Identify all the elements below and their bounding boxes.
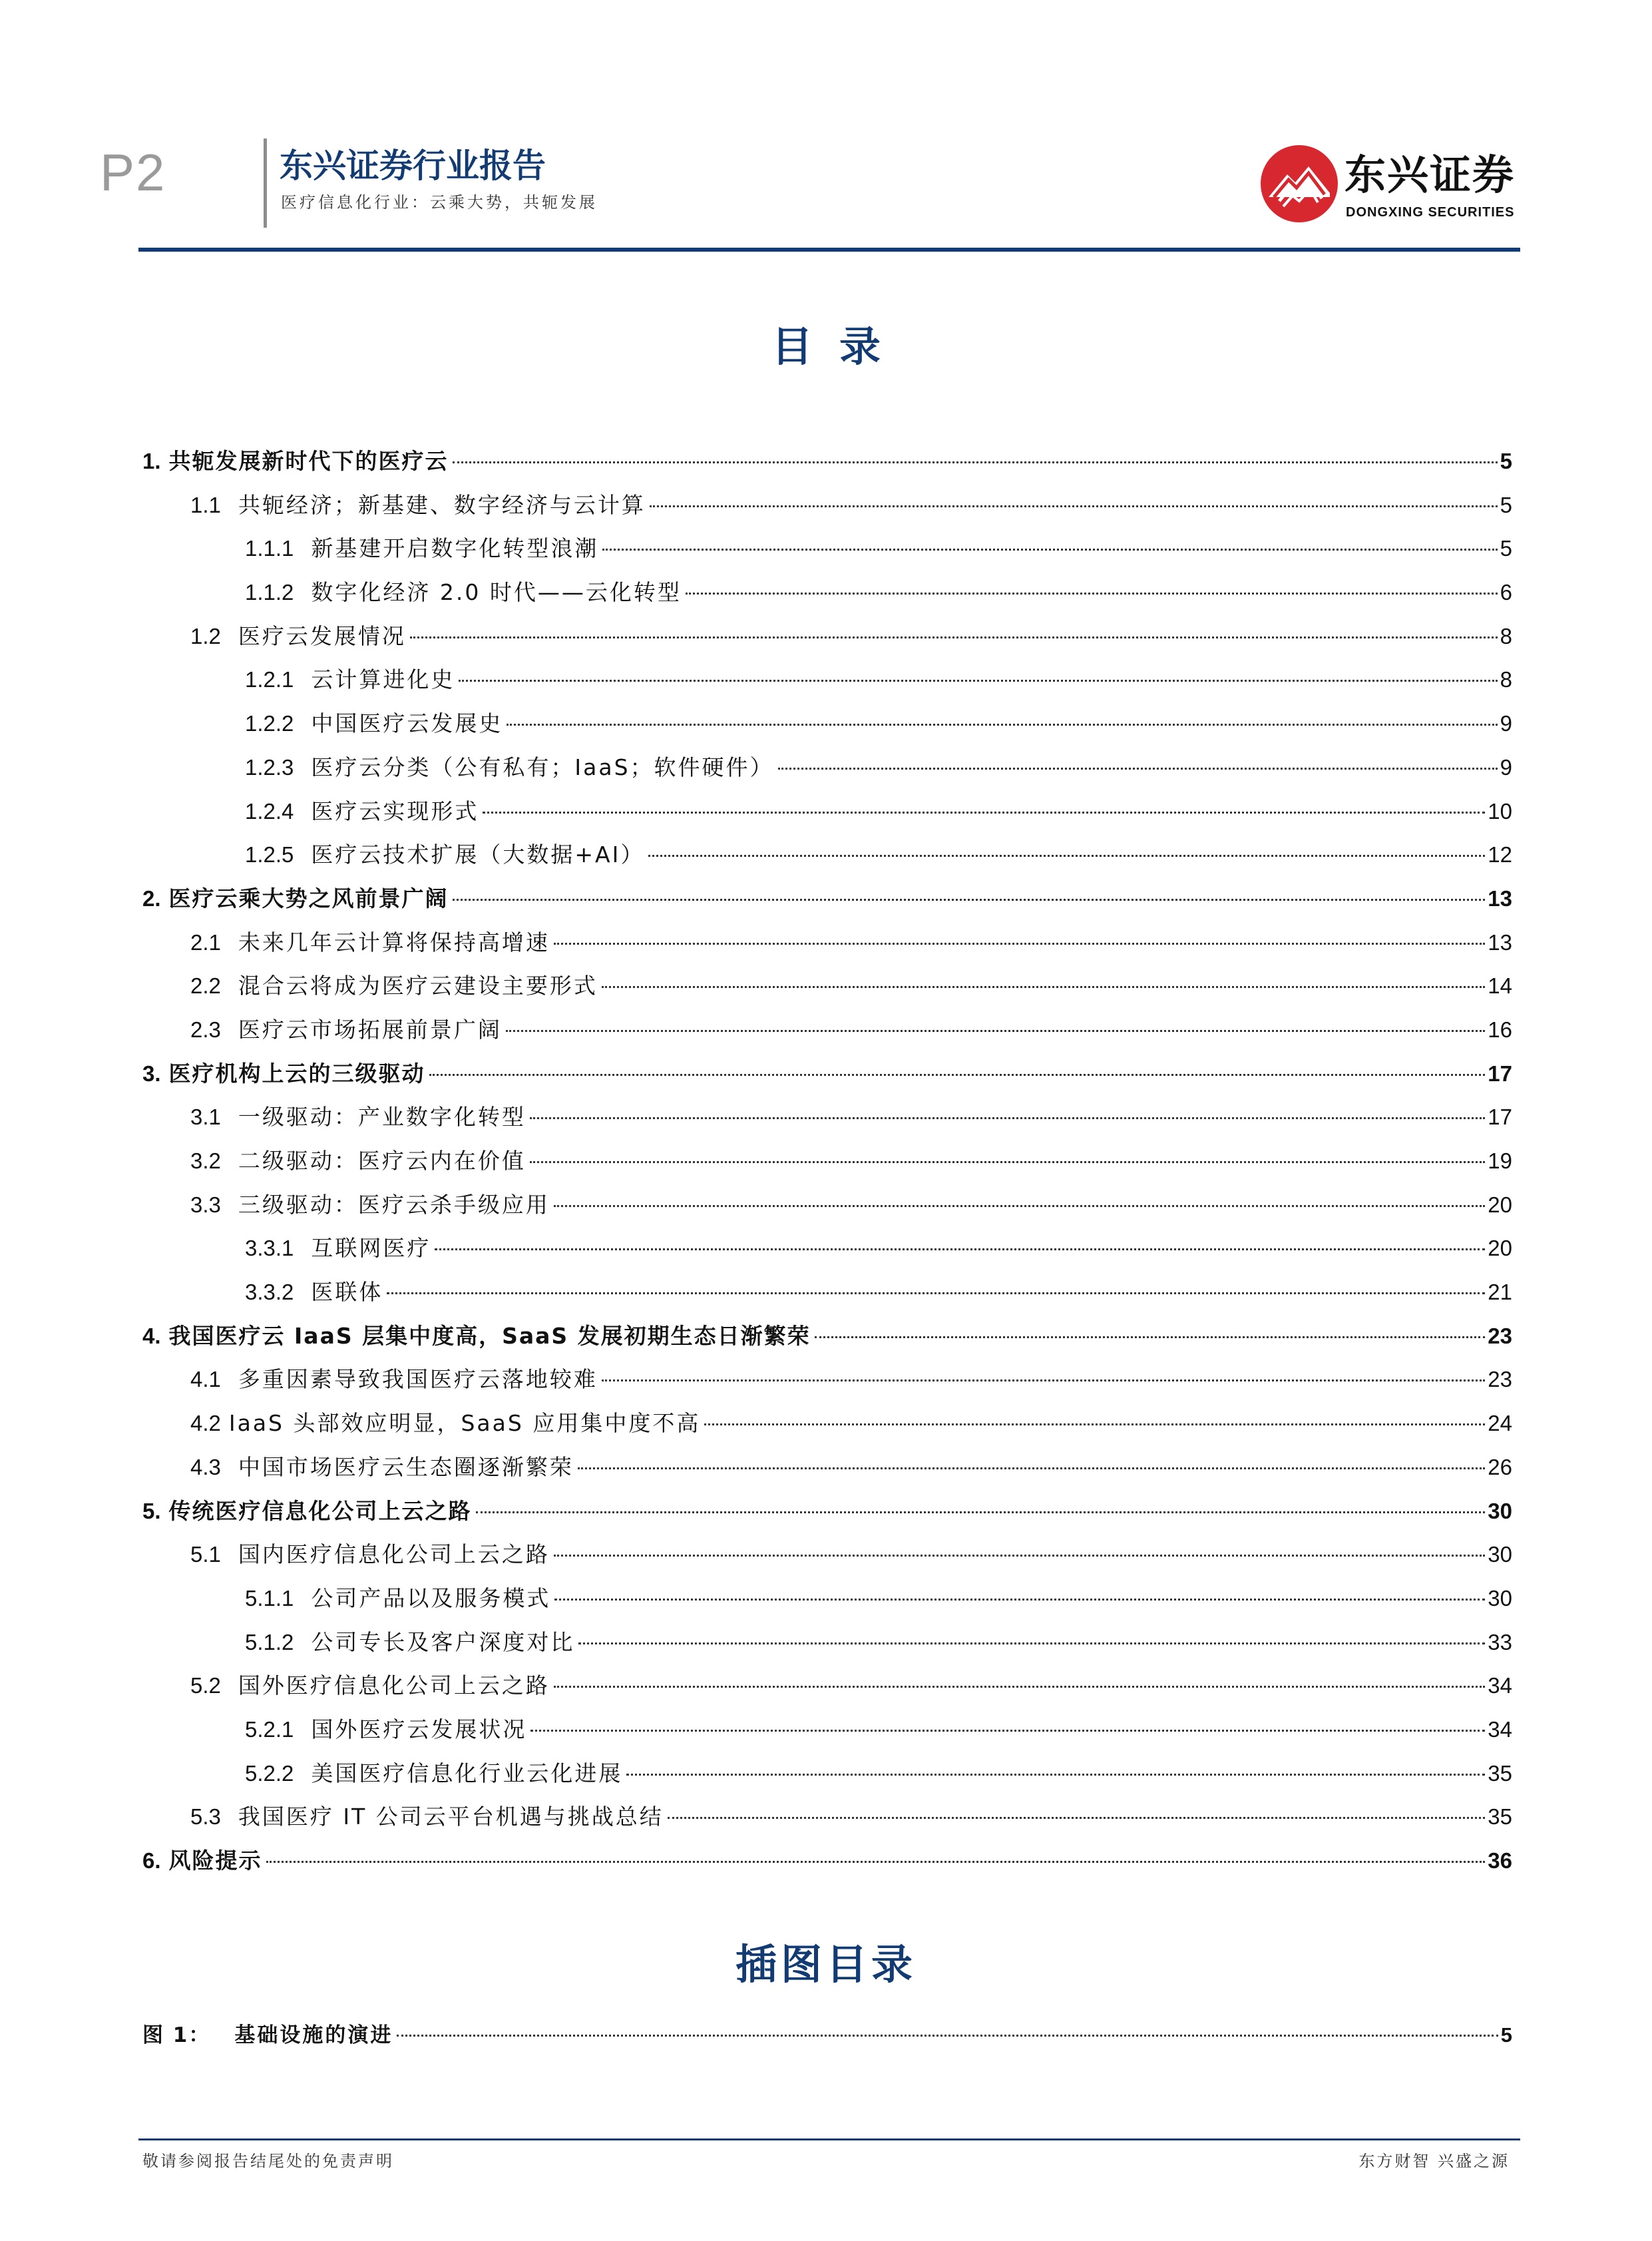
- toc-entry-number: 1.2.3: [245, 754, 294, 780]
- toc-entry-title: 一级驱动：产业数字化转型: [238, 1104, 526, 1130]
- header-divider: [264, 138, 267, 228]
- toc-entry-number: 3.3.1: [245, 1236, 294, 1261]
- toc-entry-number: 5.1.2: [245, 1629, 294, 1654]
- toc-entry-title: 医疗云技术扩展（大数据+AI）: [311, 842, 645, 868]
- toc-entry[interactable]: [142, 1008, 1512, 1052]
- report-subtitle: 医疗信息化行业：云乘大势，共轭发展: [281, 193, 598, 212]
- toc-entry-title: 国内医疗信息化公司上云之路: [238, 1541, 550, 1568]
- toc-entry-number: 5.2.1: [245, 1716, 294, 1742]
- toc-entry-page: 12: [1488, 842, 1512, 868]
- toc-entry-page: 24: [1488, 1411, 1512, 1436]
- figure-entry-title: 基础设施的演进: [234, 2023, 393, 2047]
- toc-leader-dots: [476, 1511, 1486, 1513]
- toc-entry-title: 公司产品以及服务模式: [311, 1585, 551, 1611]
- toc-entry-title: 数字化经济 2.0 时代——云化转型: [311, 579, 682, 606]
- toc-leader-dots: [815, 1336, 1486, 1338]
- toc-entry[interactable]: [142, 1314, 1512, 1358]
- toc-entry-title: 混合云将成为医疗云建设主要形式: [238, 973, 598, 999]
- toc-heading: 目录: [771, 322, 907, 371]
- toc-leader-dots: [435, 1248, 1485, 1250]
- toc-entry-page: 19: [1488, 1148, 1512, 1173]
- toc-entry-page: 35: [1488, 1804, 1512, 1830]
- toc-entry-number: 3.2: [190, 1148, 221, 1173]
- toc-entry-page: 13: [1488, 885, 1512, 911]
- toc-entry[interactable]: [142, 1795, 1512, 1839]
- toc-list: [142, 439, 1512, 1883]
- toc-entry-page: 21: [1488, 1280, 1512, 1305]
- toc-leader-dots: [602, 986, 1485, 988]
- toc-leader-dots: [648, 855, 1485, 857]
- toc-leader-dots: [668, 1817, 1486, 1819]
- toc-entry[interactable]: [142, 746, 1512, 790]
- toc-entry-page: 13: [1488, 929, 1512, 955]
- toc-entry-number: 3.3: [190, 1192, 221, 1217]
- toc-entry-title: 三级驱动：医疗云杀手级应用: [238, 1191, 550, 1218]
- toc-leader-dots: [578, 1642, 1485, 1644]
- toc-leader-dots: [387, 1292, 1485, 1294]
- toc-entry-number: 1.1.1: [245, 536, 294, 561]
- toc-entry[interactable]: [142, 1139, 1512, 1183]
- toc-entry[interactable]: [142, 439, 1512, 483]
- toc-entry-number: 3.3.2: [245, 1280, 294, 1305]
- toc-entry-page: 17: [1488, 1105, 1512, 1130]
- toc-leader-dots: [554, 943, 1485, 945]
- toc-entry-number: 2.: [142, 885, 161, 911]
- toc-entry-page: 23: [1488, 1323, 1512, 1348]
- toc-entry-title: 医疗云乘大势之风前景广阔: [168, 885, 449, 911]
- toc-entry-title: 多重因素导致我国医疗云落地较难: [238, 1366, 598, 1393]
- toc-entry[interactable]: [142, 1401, 1512, 1445]
- toc-entry[interactable]: [142, 658, 1512, 702]
- toc-entry-title: 未来几年云计算将保持高增速: [238, 929, 550, 955]
- toc-entry-title: IaaS 头部效应明显，SaaS 应用集中度不高: [228, 1410, 701, 1437]
- logo-text-cn: 东兴证券: [1344, 150, 1516, 199]
- toc-entry-title: 风险提示: [168, 1848, 262, 1873]
- toc-entry-page: 36: [1488, 1848, 1512, 1873]
- toc-entry-title: 公司专长及客户深度对比: [311, 1628, 575, 1655]
- toc-entry-title: 国外医疗云发展状况: [311, 1716, 527, 1742]
- toc-entry-title: 医疗云实现形式: [311, 798, 479, 824]
- toc-entry-page: 34: [1488, 1673, 1512, 1698]
- toc-entry-page: 30: [1488, 1498, 1512, 1523]
- toc-entry-number: 2.3: [190, 1017, 221, 1042]
- footer-disclaimer: 敬请参阅报告结尾处的免责声明: [142, 2152, 394, 2170]
- toc-entry-page: 9: [1500, 754, 1512, 780]
- toc-entry[interactable]: [142, 1752, 1512, 1796]
- toc-entry[interactable]: [142, 1270, 1512, 1314]
- toc-entry-title: 国外医疗信息化公司上云之路: [238, 1672, 550, 1699]
- toc-entry-number: 3.1: [190, 1105, 221, 1130]
- toc-entry-number: 4.1: [190, 1367, 221, 1392]
- toc-leader-dots: [266, 1861, 1486, 1863]
- toc-entry-number: 5.1.1: [245, 1585, 294, 1611]
- toc-entry[interactable]: [142, 1620, 1512, 1664]
- toc-leader-dots: [626, 1774, 1485, 1776]
- toc-entry-title: 我国医疗 IT 公司云平台机遇与挑战总结: [238, 1804, 664, 1830]
- toc-entry-number: 1.2.1: [245, 667, 294, 692]
- toc-entry[interactable]: [142, 964, 1512, 1008]
- toc-entry-page: 16: [1488, 1017, 1512, 1042]
- toc-entry-page: 5: [1500, 536, 1512, 561]
- toc-leader-dots: [650, 505, 1498, 507]
- toc-entry-title: 医疗机构上云的三级驱动: [168, 1060, 425, 1087]
- toc-leader-dots: [602, 549, 1497, 551]
- toc-entry-number: 1.1.2: [245, 580, 294, 605]
- report-title: 东兴证券行业报告: [280, 146, 546, 185]
- toc-entry-title: 医疗云发展情况: [238, 622, 406, 649]
- logo-emblem-icon: [1257, 141, 1342, 226]
- toc-leader-dots: [554, 1555, 1485, 1557]
- toc-entry-number: 6.: [142, 1848, 161, 1873]
- toc-entry-number: 5.: [142, 1498, 161, 1523]
- logo-text-en: DONGXING SECURITIES: [1346, 205, 1515, 220]
- toc-leader-dots: [530, 1730, 1485, 1732]
- toc-leader-dots: [554, 1205, 1485, 1207]
- toc-leader-dots: [554, 1599, 1485, 1601]
- toc-entry[interactable]: [142, 1183, 1512, 1227]
- figure-entry-label: 图 1：: [142, 2023, 211, 2047]
- toc-entry-title: 我国医疗云 IaaS 层集中度高，SaaS 发展初期生态日渐繁荣: [168, 1322, 811, 1349]
- toc-entry[interactable]: [142, 1095, 1512, 1139]
- toc-entry-page: 14: [1488, 973, 1512, 999]
- toc-entry-title: 医疗云市场拓展前景广阔: [238, 1016, 502, 1043]
- toc-entry-title: 云计算进化史: [311, 666, 455, 693]
- toc-entry-number: 4.: [142, 1323, 161, 1348]
- toc-leader-dots: [602, 1379, 1485, 1381]
- toc-entry-title: 美国医疗信息化行业云化进展: [311, 1760, 623, 1786]
- toc-entry[interactable]: [142, 1664, 1512, 1708]
- toc-entry[interactable]: [142, 921, 1512, 965]
- toc-leader-dots: [410, 636, 1498, 638]
- toc-entry-number: 4.2: [190, 1411, 221, 1436]
- toc-leader-dots: [530, 1161, 1485, 1163]
- toc-entry[interactable]: [142, 1489, 1512, 1533]
- toc-entry-page: 17: [1488, 1061, 1512, 1086]
- toc-entry-page: 26: [1488, 1454, 1512, 1479]
- toc-entry-page: 20: [1488, 1236, 1512, 1261]
- toc-entry-number: 1.: [142, 449, 161, 473]
- toc-entry[interactable]: [142, 1708, 1512, 1752]
- toc-entry-title: 医联体: [311, 1279, 383, 1306]
- toc-entry-page: 20: [1488, 1192, 1512, 1217]
- toc-entry-title: 共轭发展新时代下的医疗云: [168, 448, 449, 474]
- toc-entry[interactable]: [142, 1839, 1512, 1883]
- toc-entry-page: 33: [1488, 1629, 1512, 1654]
- toc-entry[interactable]: [142, 1052, 1512, 1096]
- toc-entry-page: 35: [1488, 1760, 1512, 1786]
- toc-entry-number: 1.2.2: [245, 711, 294, 736]
- toc-entry-number: 5.2: [190, 1673, 221, 1698]
- toc-entry-number: 5.1: [190, 1542, 221, 1567]
- toc-entry[interactable]: [142, 702, 1512, 746]
- toc-entry[interactable]: [142, 833, 1512, 877]
- toc-leader-dots: [459, 680, 1497, 682]
- toc-entry-page: 8: [1500, 667, 1512, 692]
- toc-entry-number: 2.1: [190, 929, 221, 955]
- footer-slogan: 东方财智 兴盛之源: [1358, 2152, 1510, 2170]
- toc-entry-number: 1.2.4: [245, 798, 294, 824]
- toc-leader-dots: [686, 593, 1498, 595]
- toc-leader-dots: [554, 1686, 1485, 1688]
- toc-entry-number: 1.1: [190, 492, 221, 517]
- figure-list-heading: 插图目录: [735, 1940, 917, 1989]
- toc-entry-number: 5.3: [190, 1804, 221, 1830]
- toc-entry-page: 30: [1488, 1542, 1512, 1567]
- toc-entry[interactable]: [142, 571, 1512, 615]
- toc-entry-page: 5: [1500, 492, 1512, 517]
- toc-entry-number: 3.: [142, 1061, 161, 1086]
- toc-entry[interactable]: [142, 615, 1512, 658]
- toc-entry-title: 医疗云分类（公有私有；IaaS；软件硬件）: [311, 754, 774, 780]
- toc-entry[interactable]: [142, 1358, 1512, 1401]
- toc-entry-title: 中国医疗云发展史: [311, 710, 503, 737]
- toc-entry[interactable]: [142, 1577, 1512, 1620]
- toc-entry-page: 34: [1488, 1716, 1512, 1742]
- toc-leader-dots: [506, 1030, 1485, 1032]
- toc-entry-page: 23: [1488, 1367, 1512, 1392]
- toc-entry[interactable]: [142, 790, 1512, 834]
- toc-entry-number: 1.2.5: [245, 842, 294, 868]
- toc-entry-title: 传统医疗信息化公司上云之路: [168, 1497, 472, 1524]
- toc-leader-dots: [483, 812, 1485, 814]
- toc-leader-dots: [704, 1423, 1485, 1425]
- toc-entry[interactable]: [142, 527, 1512, 571]
- toc-entry-page: 9: [1500, 711, 1512, 736]
- header-rule: [138, 248, 1520, 252]
- toc-entry-title: 新基建开启数字化转型浪潮: [311, 535, 599, 562]
- toc-leader-dots: [453, 899, 1486, 901]
- toc-entry-number: 1.2: [190, 623, 221, 648]
- figure-entry-page: 5: [1500, 2023, 1512, 2047]
- company-logo: [1257, 141, 1523, 234]
- toc-entry[interactable]: [142, 1533, 1512, 1577]
- toc-entry-number: 2.2: [190, 973, 221, 999]
- toc-entry[interactable]: [142, 1226, 1512, 1270]
- toc-entry-number: 5.2.2: [245, 1760, 294, 1786]
- toc-entry[interactable]: [142, 1445, 1512, 1489]
- toc-leader-dots: [578, 1467, 1485, 1469]
- toc-entry[interactable]: [142, 483, 1512, 527]
- toc-leader-dots: [530, 1117, 1485, 1119]
- toc-leader-dots: [507, 724, 1497, 726]
- toc-leader-dots: [429, 1074, 1486, 1076]
- toc-entry-title: 二级驱动：医疗云内在价值: [238, 1148, 526, 1174]
- page-number: P2: [100, 143, 166, 202]
- toc-entry[interactable]: [142, 877, 1512, 921]
- toc-entry-title: 中国市场医疗云生态圈逐渐繁荣: [238, 1453, 574, 1480]
- toc-entry-page: 10: [1488, 798, 1512, 824]
- toc-leader-dots: [778, 768, 1498, 770]
- toc-entry-page: 8: [1500, 623, 1512, 648]
- toc-entry-page: 5: [1500, 449, 1512, 473]
- figure-leader-dots: [397, 2035, 1498, 2037]
- toc-entry-title: 互联网医疗: [311, 1235, 431, 1262]
- figure-entry[interactable]: [142, 2013, 1512, 2057]
- toc-leader-dots: [453, 461, 1498, 463]
- toc-entry-page: 30: [1488, 1585, 1512, 1611]
- toc-entry-number: 4.3: [190, 1454, 221, 1479]
- footer-rule: [138, 2138, 1520, 2140]
- figure-list: [142, 2013, 1512, 2057]
- toc-entry-title: 共轭经济；新基建、数字经济与云计算: [238, 491, 646, 518]
- toc-entry-page: 6: [1500, 580, 1512, 605]
